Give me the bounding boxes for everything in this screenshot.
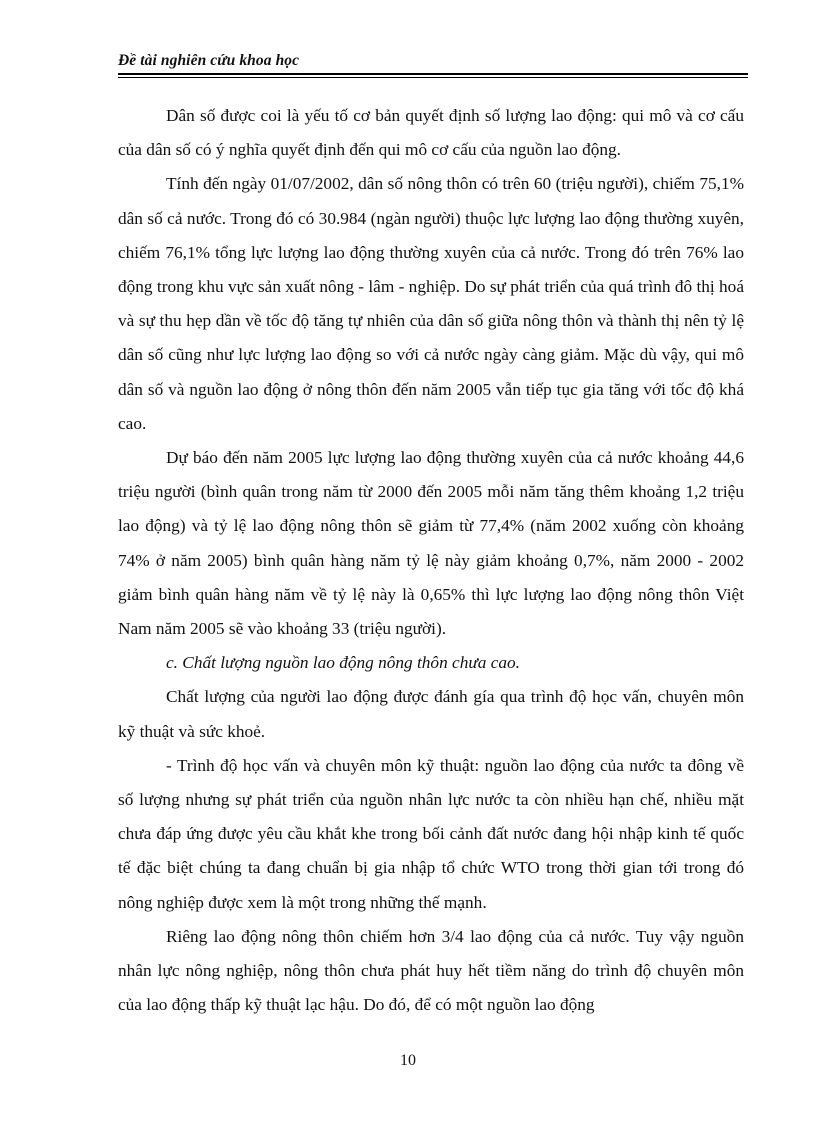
header-rule-thick bbox=[118, 73, 748, 75]
page-header bbox=[118, 50, 748, 76]
paragraph-rural-population-2002: Tính đến ngày 01/07/2002, dân số nông thôn có trên 60 (triệu người), chiếm 75,1% dân số cả nước. Trong đó có 30.984 (ngàn người) thuộc lực lượng lao động thường xuyên, chiếm 76,1% tổng lực lượng lao động thường xuyên của cả nước. Trong đó trên 76% lao động trong khu vực sản xuất nông - lâm - nghiệp. Do sự phát triển của quá trình đô thị hoá và sự thu hẹp dần về tốc độ tăng tự nhiên của dân số giữa nông thôn và thành thị nên tỷ lệ dân số cũng như lực lượng lao động so với cả nước ngày càng giảm. Mặc dù vậy, qui mô dân số và nguồn lao động ở nông thôn đến năm 2005 vẫn tiếp tục gia tăng với tốc độ khá cao. bbox=[118, 174, 744, 433]
paragraph-education-skill: - Trình độ học vấn và chuyên môn kỹ thuật: nguồn lao động của nước ta đông về số lượng nhưng sự phát triển của nguồn nhân lực nước ta còn nhiều hạn chế, nhiều mặt chưa đáp ứng được yêu cầu khắt khe trong bối cảnh đất nước đang hội nhập kinh tế quốc tế đặc biệt chúng ta đang chuẩn bị gia nhập tổ chức WTO trong thời gian tới trong đó nông nghiệp được xem là một trong những thế mạnh. bbox=[118, 755, 744, 912]
paragraph-rural-labor-share: Riêng lao động nông thôn chiếm hơn 3/4 lao động của cả nước. Tuy vậy nguồn nhân lực nông nghiệp, nông thôn chưa phát huy hết tiềm năng do trình độ chuyên môn của lao động thấp kỹ thuật lạc hậu. Do đó, để có một nguồn lao động bbox=[118, 926, 744, 1015]
page-number: 10 bbox=[400, 1052, 416, 1069]
header-rule-thin bbox=[118, 77, 748, 78]
paragraph-labor-quality-criteria: Chất lượng của người lao động được đánh gía qua trình độ học vấn, chuyên môn kỹ thuật và sức khoẻ. bbox=[118, 687, 744, 741]
header-title: Đề tài nghiên cứu khoa học bbox=[118, 52, 300, 69]
paragraph-population-basis: Dân số được coi là yếu tố cơ bản quyết định số lượng lao động: qui mô và cơ cấu của dân số có ý nghĩa quyết định đến qui mô cơ cấu của nguồn lao động. bbox=[118, 106, 744, 160]
body-text bbox=[118, 99, 744, 1022]
paragraph-forecast-2005: Dự báo đến năm 2005 lực lượng lao động thường xuyên của cả nước khoảng 44,6 triệu người (bình quân trong năm từ 2000 đến 2005 mỗi năm tăng thêm khoảng 1,2 triệu lao động) và tỷ lệ lao động nông thôn sẽ giảm từ 77,4% (năm 2002 xuống còn khoảng 74% ở năm 2005) bình quân hàng năm tỷ lệ này giảm khoảng 0,7%, năm 2000 - 2002 giảm bình quân hàng năm về tỷ lệ này là 0,65% thì lực lượng lao động nông thôn Việt Nam năm 2005 sẽ vào khoảng 33 (triệu người). bbox=[118, 448, 744, 639]
section-heading-labor-quality: c. Chất lượng nguồn lao động nông thôn chưa cao. bbox=[166, 653, 520, 673]
